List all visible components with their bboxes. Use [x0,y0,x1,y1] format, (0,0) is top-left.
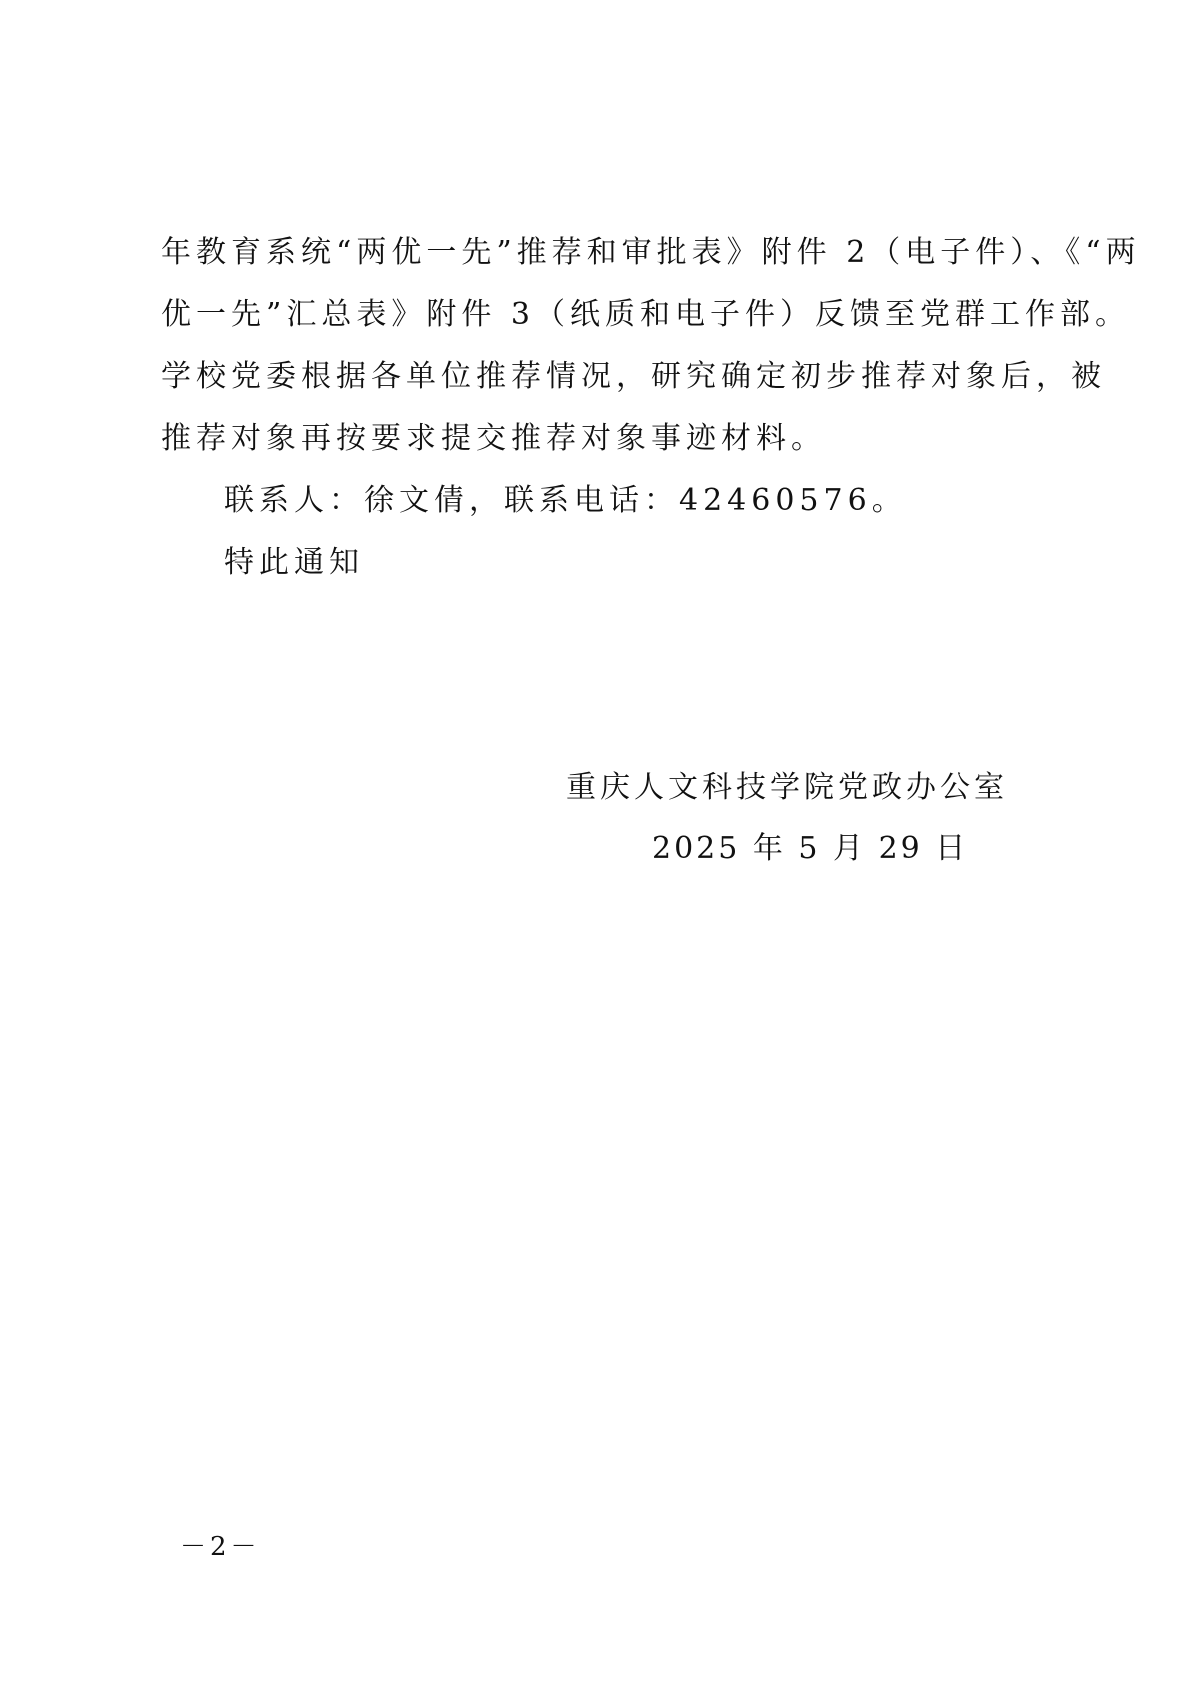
body-line-4: 推荐对象再按要求提交推荐对象事迹材料。 [161,421,826,456]
document-body [161,222,1141,594]
body-line-1: 年教育系统“两优一先”推荐和审批表》附件 2（电子件）、《“两 [161,235,1141,270]
contact-line: 联系人：徐文倩，联系电话：42460576。 [224,483,907,518]
closing-line: 特此通知 [224,545,364,580]
page-number: －2－ [180,1532,261,1562]
signature-organization: 重庆人文科技学院党政办公室 [566,770,1008,805]
body-line-3: 学校党委根据各单位推荐情况，研究确定初步推荐对象后，被 [161,359,1106,394]
body-line-2: 优一先”汇总表》附件 3（纸质和电子件）反馈至党群工作部。 [161,297,1130,332]
signature-date: 2025 年 5 月 29 日 [652,831,969,866]
